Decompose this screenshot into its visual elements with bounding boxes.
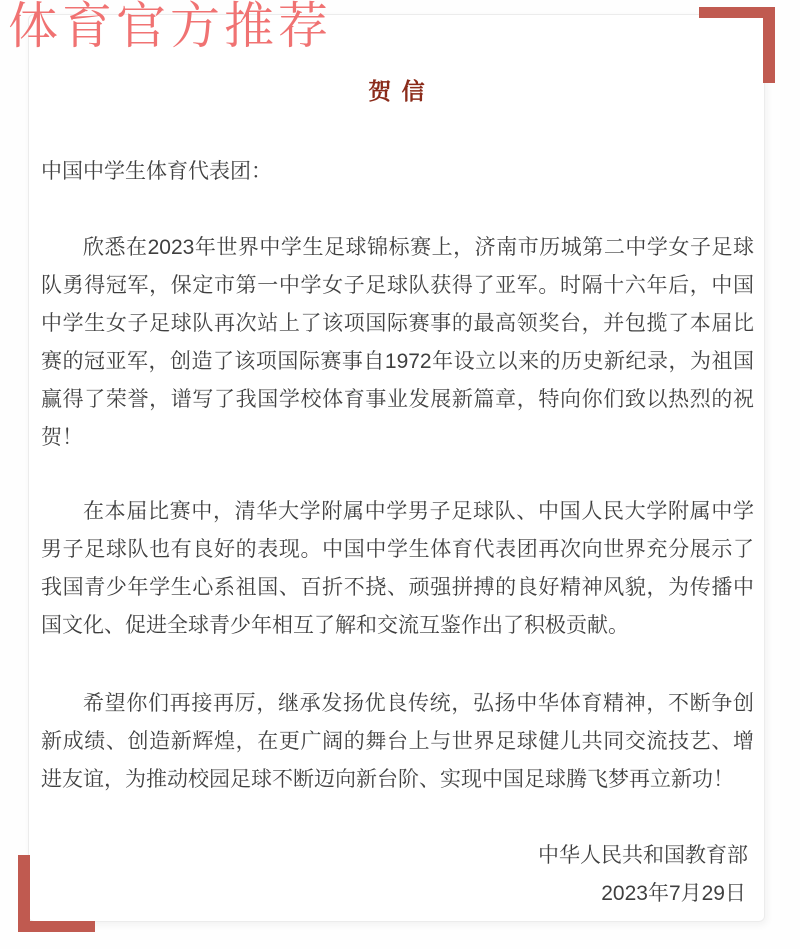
letter-signature: 中华人民共和国教育部	[538, 844, 748, 867]
letter-card	[28, 14, 765, 922]
corner-decoration-top-right-vertical	[763, 7, 775, 83]
letter-title: 贺 信	[368, 78, 427, 104]
letter-paragraph-3: 希望你们再接再厉，继承发扬优良传统，弘扬中华体育精神，不断争创新成绩、创造新辉煌，在更广阔的舞台上与世界足球健儿共同交流技艺、增进友谊，为推动校园足球不断迈向新台阶、实现中国足球腾飞梦再立新功！	[41, 692, 754, 791]
letter-date: 2023年7月29日	[601, 882, 746, 905]
signature-block	[41, 837, 754, 913]
letter-salutation: 中国中学生体育代表团：	[41, 160, 272, 183]
watermark-text: 体育官方推荐	[8, 0, 332, 54]
letter-paragraph-2: 在本届比赛中，清华大学附属中学男子足球队、中国人民大学附属中学男子足球队也有良好的表现。中国中学生体育代表团再次向世界充分展示了我国青少年学生心系祖国、百折不挠、顽强拼搏的良好精神风貌，为传播中国文化、促进全球青少年相互了解和交流互鉴作出了积极贡献。	[41, 500, 754, 637]
corner-decoration-bottom-left-horizontal	[18, 921, 95, 932]
letter-paragraph-1: 欣悉在2023年世界中学生足球锦标赛上，济南市历城第二中学女子足球队勇得冠军，保定市第一中学女子足球队获得了亚军。时隔十六年后，中国中学生女子足球队再次站上了该项国际赛事的最高领奖台，并包揽了本届比赛的冠亚军，创造了该项国际赛事自1972年设立以来的历史新纪录，为祖国赢得了荣誉，谱写了我国学校体育事业发展新篇章，特向你们致以热烈的祝贺！	[41, 236, 754, 449]
